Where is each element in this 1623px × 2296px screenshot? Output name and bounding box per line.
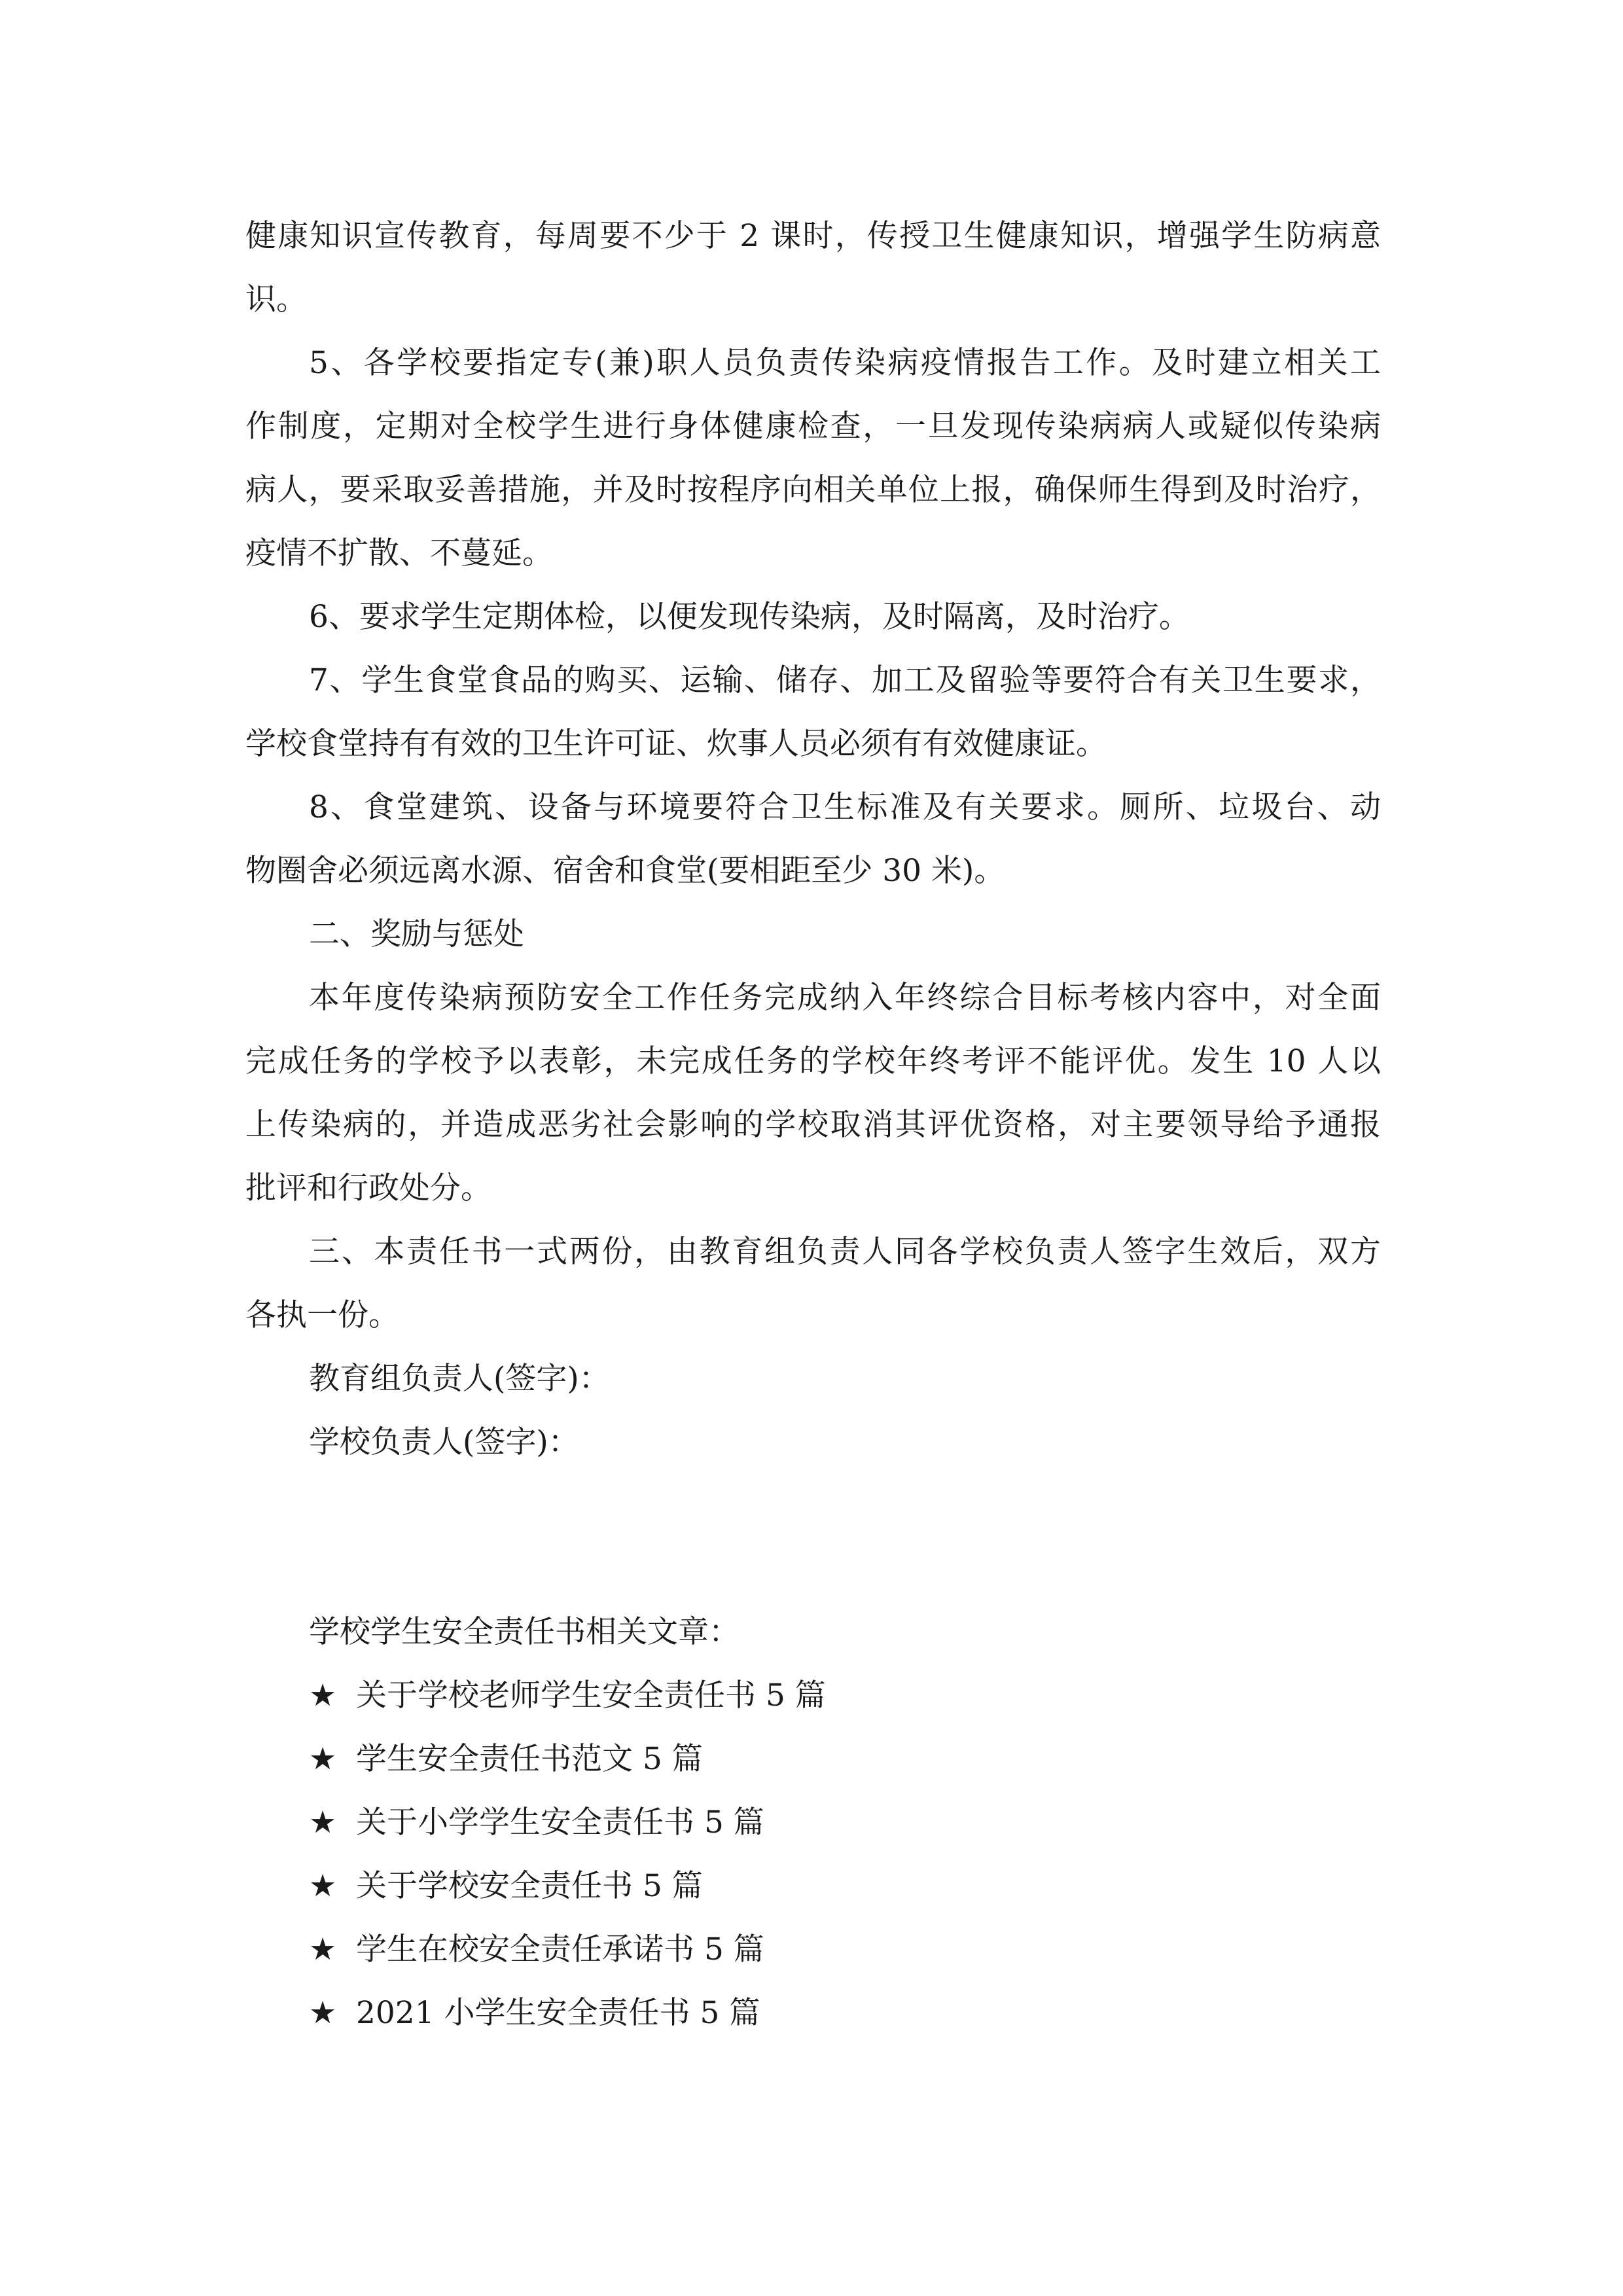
body-line: 5、各学校要指定专(兼)职人员负责传染病疫情报告工作。及时建立相关工 — [309, 345, 1381, 381]
body-line: 7、学生食堂食品的购买、运输、储存、加工及留验等要符合有关卫生要求， — [309, 662, 1381, 698]
star-icon: ★ — [309, 1995, 337, 2031]
related-link[interactable] — [245, 1854, 1381, 1918]
related-link-text: 学生在校安全责任承诺书 5 篇 — [356, 1931, 764, 1967]
body-line: 作制度，定期对全校学生进行身体健康检查，一旦发现传染病病人或疑似传染病 — [245, 408, 1381, 444]
body-line: 8、食堂建筑、设备与环境要符合卫生标准及有关要求。厕所、垃圾台、动 — [309, 789, 1381, 825]
star-icon: ★ — [309, 1677, 337, 1713]
body-line: 本年度传染病预防安全工作任务完成纳入年终综合目标考核内容中，对全面 — [309, 980, 1381, 1016]
related-link-text: 学生安全责任书范文 5 篇 — [356, 1741, 703, 1777]
star-icon: ★ — [309, 1931, 337, 1967]
document-page — [245, 204, 1381, 2045]
related-heading: 学校学生安全责任书相关文章： — [309, 1614, 740, 1650]
related-link-text: 关于学校安全责任书 5 篇 — [356, 1868, 703, 1904]
signature-label-school: 学校负责人(签字)： — [309, 1424, 579, 1460]
related-link[interactable] — [245, 1918, 1381, 1981]
body-line: 各执一份。 — [245, 1297, 399, 1333]
related-link[interactable] — [245, 1981, 1381, 2045]
related-link-text: 关于学校老师学生安全责任书 5 篇 — [356, 1677, 826, 1713]
body-line: 上传染病的，并造成恶劣社会影响的学校取消其评优资格，对主要领导给予通报 — [245, 1107, 1381, 1143]
related-link-text: 关于小学学生安全责任书 5 篇 — [356, 1804, 764, 1840]
related-link[interactable] — [245, 1664, 1381, 1727]
body-line: 识。 — [245, 281, 307, 317]
body-line: 批评和行政处分。 — [245, 1170, 491, 1206]
star-icon: ★ — [309, 1868, 337, 1904]
body-line: 疫情不扩散、不蔓延。 — [245, 535, 553, 571]
related-link-text: 2021 小学生安全责任书 5 篇 — [356, 1995, 760, 2031]
body-line: 三、本责任书一式两份，由教育组负责人同各学校负责人签字生效后，双方 — [309, 1234, 1381, 1270]
section-heading: 二、奖励与惩处 — [309, 916, 524, 952]
body-line: 病人，要采取妥善措施，并及时按程序向相关单位上报，确保师生得到及时治疗， — [245, 472, 1381, 508]
body-line: 学校食堂持有有效的卫生许可证、炊事人员必须有有效健康证。 — [245, 726, 1107, 762]
related-link[interactable] — [245, 1791, 1381, 1854]
star-icon: ★ — [309, 1741, 337, 1777]
body-line: 完成任务的学校予以表彰，未完成任务的学校年终考评不能评优。发生 10 人以 — [245, 1043, 1381, 1079]
star-icon: ★ — [309, 1804, 337, 1840]
related-link[interactable] — [245, 1727, 1381, 1791]
body-line: 6、要求学生定期体检，以便发现传染病，及时隔离，及时治疗。 — [309, 599, 1190, 635]
body-line: 健康知识宣传教育，每周要不少于 2 课时，传授卫生健康知识，增强学生防病意 — [245, 218, 1381, 254]
spacer — [245, 1474, 1381, 1600]
body-line: 物圈舍必须远离水源、宿舍和食堂(要相距至少 30 米)。 — [245, 853, 1005, 889]
signature-label-education: 教育组负责人(签字)： — [309, 1361, 610, 1397]
